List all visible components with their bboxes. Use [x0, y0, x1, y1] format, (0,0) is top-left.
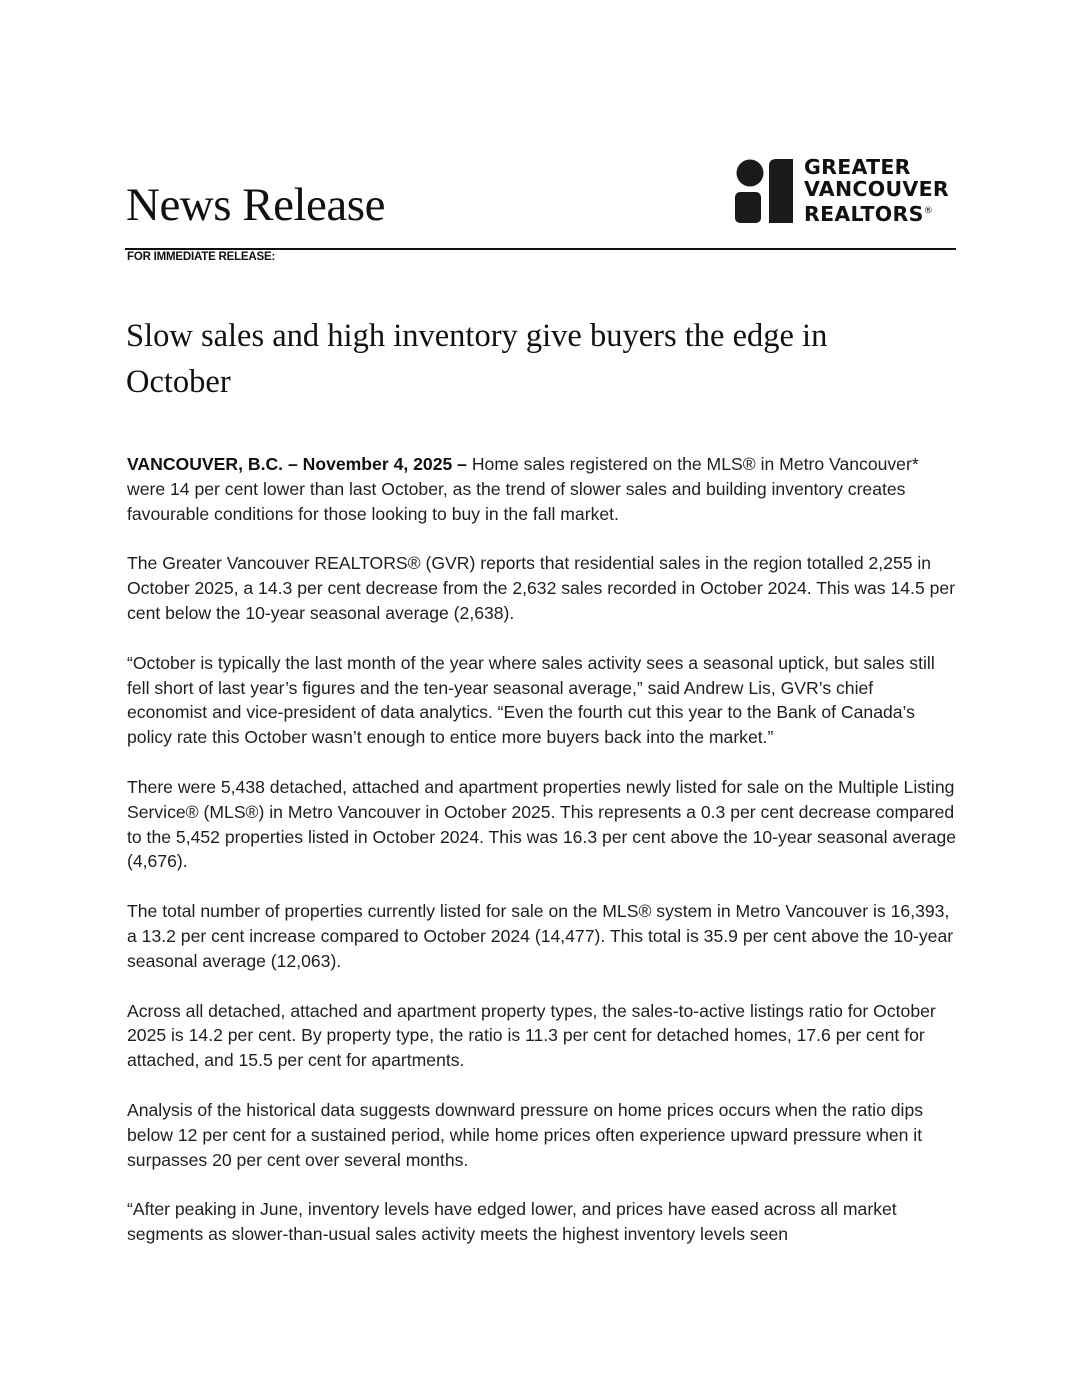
gvr-logo-icon	[733, 157, 795, 223]
release-label: FOR IMMEDIATE RELEASE:	[127, 251, 276, 263]
logo-line-vancouver: VANCOUVER	[804, 176, 949, 201]
paragraph-8: “After peaking in June, inventory levels have edged lower, and prices have eased across all market segments as slower-than-usual sales activity meets the highest inventory levels seen	[127, 1199, 897, 1245]
gvr-logo	[733, 155, 949, 225]
paragraph-1: VANCOUVER, B.C. – November 4, 2025 – Home sales registered on the MLS® in Metro Vancouver* were 14 per cent lower than last October, as the trend of slower sales and building inventory creates favourable conditions for those looking to buy in the fall market.	[127, 454, 919, 524]
paragraph-4: There were 5,438 detached, attached and apartment properties newly listed for sale on the Multiple Listing Service® (MLS®) in Metro Vancouver in October 2025. This represents a 0.3 per cent decrease compared to the 5,452 properties listed in October 2024. This was 16.3 per cent above the 10-year seasonal average (4,676).	[127, 776, 957, 872]
paragraph-3: “October is typically the last month of the year where sales activity sees a seasonal uptick, but sales still fell short of last year’s figures and the ten-year seasonal average,” said Andrew Lis, GVR’s chief economist and vice-president of data analytics. “Even the fourth cut this year to the Bank of Canada’s policy rate this October wasn’t enough to entice more buyers back into the market.”	[127, 652, 935, 748]
paragraph-6: Across all detached, attached and apartment property types, the sales-to-active listings ratio for October 2025 is 14.2 per cent. By property type, the ratio is 11.3 per cent for detached homes, 17.6 per cent for attached, and 15.5 per cent for apartments.	[127, 1000, 936, 1071]
page-title: News Release	[126, 179, 385, 231]
paragraph-5: The total number of properties currently listed for sale on the MLS® system in Metro Vancouver is 16,393, a 13.2 per cent increase compared to October 2024 (14,477). This total is 35.9 per cent above the 10-year seasonal average (12,063).	[127, 901, 954, 971]
headline: Slow sales and high inventory give buyers the edge in October	[126, 318, 828, 400]
header-rule	[125, 248, 956, 250]
dateline: VANCOUVER, B.C. – November 4, 2025 –	[127, 454, 467, 474]
paragraph-2: The Greater Vancouver REALTORS® (GVR) reports that residential sales in the region totalled 2,255 in October 2025, a 14.3 per cent decrease from the 2,632 sales recorded in October 2024. This was 14.5 per cent below the 10-year seasonal average (2,638).	[127, 553, 956, 623]
logo-wordmark	[804, 156, 949, 225]
registered-mark: ®	[923, 205, 933, 216]
logo-line-greater: GREATER	[804, 154, 911, 179]
logo-line-realtors: REALTORS®	[804, 201, 933, 226]
paragraph-7: Analysis of the historical data suggests downward pressure on home prices occurs when the ratio dips below 12 per cent for a sustained period, while home prices often experience upward pressure when it surpasses 20 per cent over several months.	[127, 1099, 924, 1170]
article-body	[127, 452, 957, 1272]
